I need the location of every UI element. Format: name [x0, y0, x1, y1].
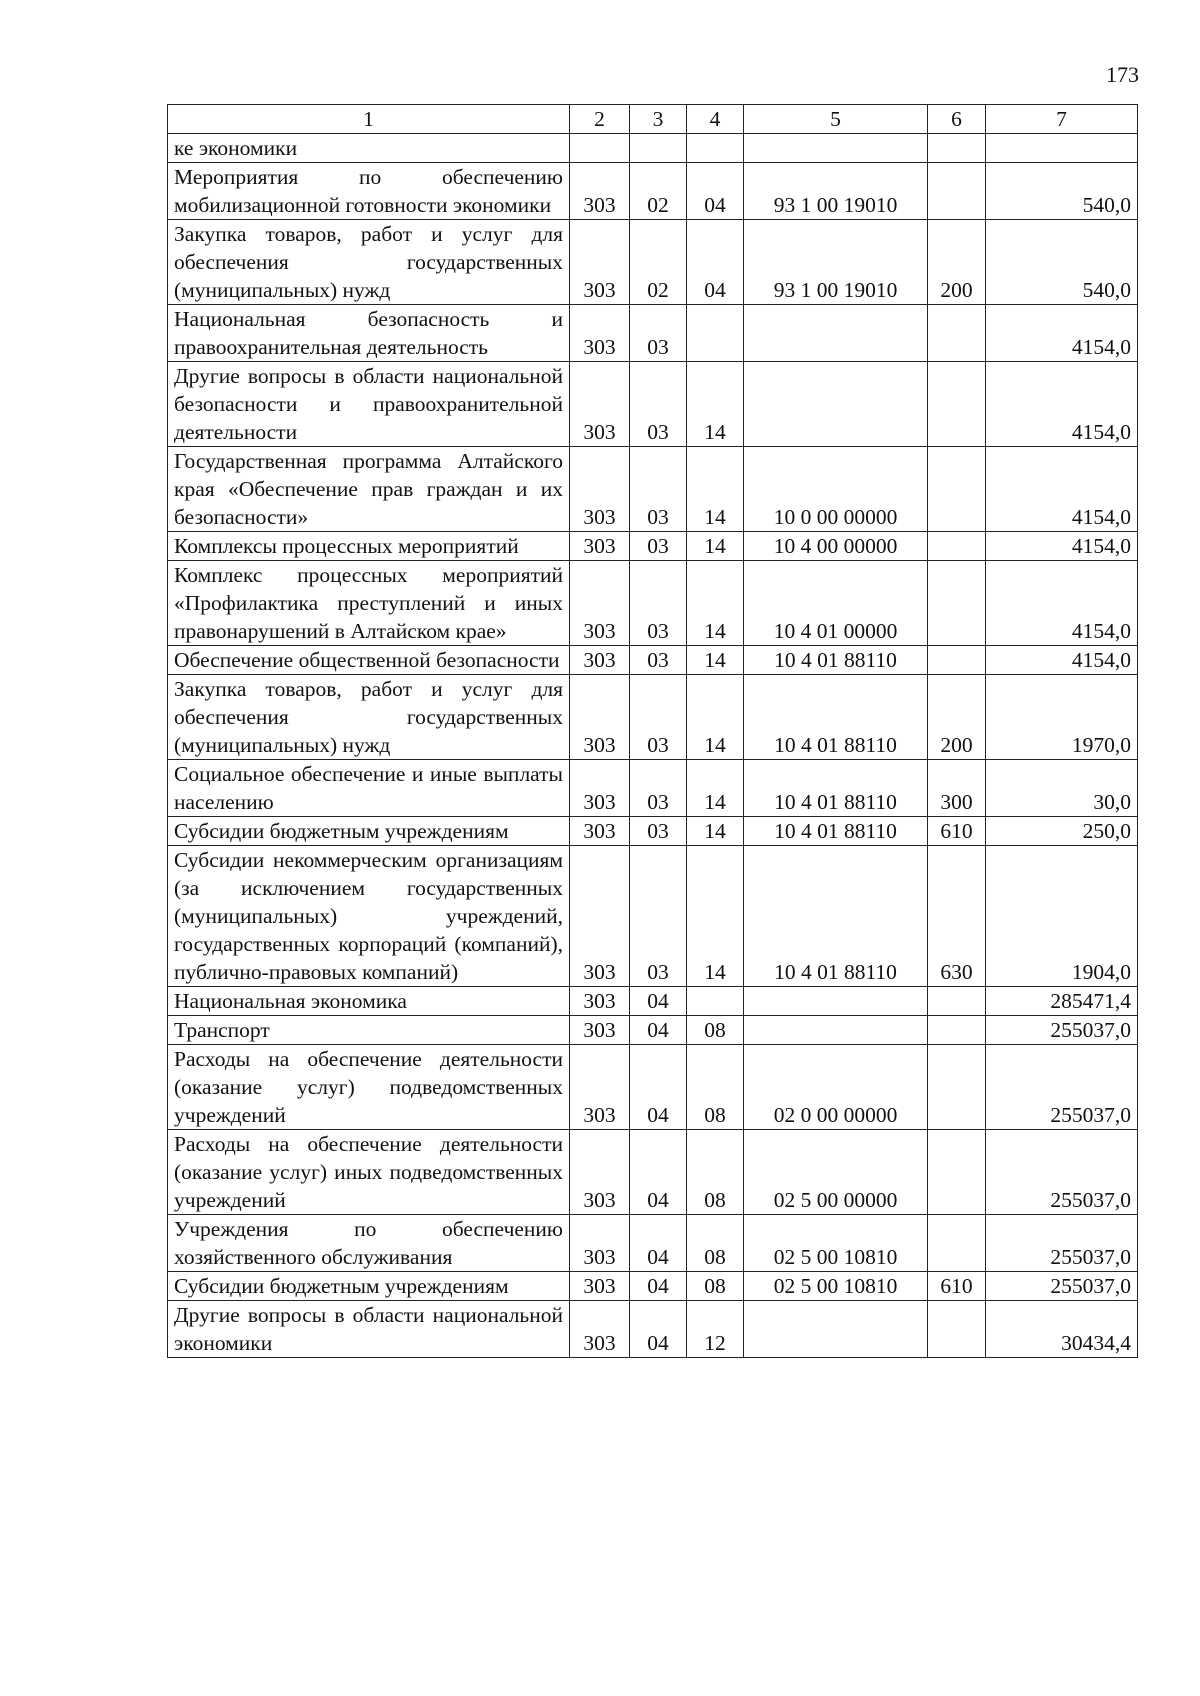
cell-col5: 02 5 00 10810 [744, 1215, 928, 1272]
row-name-cell: Субсидии некоммерческим организациям (за исключением государственных (муниципальных) учреждений, государственных корпораций (компаний), публично-правовых компаний) [168, 846, 570, 987]
row-name-cell: Мероприятия по обеспечению мобилизационной готовности экономики [168, 163, 570, 220]
row-name-cell: Субсидии бюджетным учреждениям [168, 817, 570, 846]
cell-col6 [928, 163, 986, 220]
cell-col4: 04 [687, 220, 744, 305]
cell-col5 [744, 305, 928, 362]
cell-col3: 02 [630, 220, 687, 305]
cell-col5 [744, 1016, 928, 1045]
cell-col4 [687, 987, 744, 1016]
row-name-cell: Другие вопросы в области национальной безопасности и правоохранительной деятельности [168, 362, 570, 447]
cell-col5 [744, 134, 928, 163]
page-number: 173 [1106, 62, 1139, 87]
cell-col5: 10 4 01 88110 [744, 760, 928, 817]
cell-col4: 14 [687, 447, 744, 532]
cell-col2: 303 [570, 561, 630, 646]
cell-col4: 14 [687, 561, 744, 646]
cell-col2: 303 [570, 846, 630, 987]
cell-col5: 93 1 00 19010 [744, 220, 928, 305]
cell-col6 [928, 447, 986, 532]
amount-cell: 285471,4 [986, 987, 1138, 1016]
cell-col5: 93 1 00 19010 [744, 163, 928, 220]
cell-col5: 02 5 00 10810 [744, 1272, 928, 1301]
cell-col6 [928, 1215, 986, 1272]
cell-col2: 303 [570, 532, 630, 561]
table-row [168, 846, 1138, 987]
column-header: 3 [630, 105, 687, 134]
cell-col3: 04 [630, 1130, 687, 1215]
cell-col2: 303 [570, 1045, 630, 1130]
cell-col2: 303 [570, 1272, 630, 1301]
amount-cell: 30,0 [986, 760, 1138, 817]
table-row [168, 305, 1138, 362]
amount-cell: 540,0 [986, 220, 1138, 305]
cell-col6 [928, 646, 986, 675]
amount-cell: 255037,0 [986, 1045, 1138, 1130]
table-row [168, 675, 1138, 760]
cell-col5: 02 0 00 00000 [744, 1045, 928, 1130]
table-row [168, 646, 1138, 675]
cell-col3: 03 [630, 447, 687, 532]
cell-col4: 08 [687, 1272, 744, 1301]
cell-col4: 12 [687, 1301, 744, 1358]
table-row [168, 163, 1138, 220]
amount-cell: 255037,0 [986, 1215, 1138, 1272]
cell-col3: 04 [630, 987, 687, 1016]
amount-cell: 250,0 [986, 817, 1138, 846]
cell-col4: 14 [687, 646, 744, 675]
cell-col6: 630 [928, 846, 986, 987]
cell-col4: 08 [687, 1215, 744, 1272]
cell-col4: 14 [687, 817, 744, 846]
column-header: 7 [986, 105, 1138, 134]
cell-col6 [928, 1130, 986, 1215]
cell-col5 [744, 362, 928, 447]
cell-col3: 03 [630, 646, 687, 675]
cell-col5: 02 5 00 00000 [744, 1130, 928, 1215]
cell-col3: 04 [630, 1272, 687, 1301]
cell-col4: 08 [687, 1045, 744, 1130]
cell-col3: 03 [630, 305, 687, 362]
row-name-cell: Государственная программа Алтайского края «Обеспечение прав граждан и их безопасности» [168, 447, 570, 532]
cell-col6 [928, 1016, 986, 1045]
cell-col5: 10 4 01 88110 [744, 675, 928, 760]
row-name-cell: ке экономики [168, 134, 570, 163]
amount-cell: 255037,0 [986, 1130, 1138, 1215]
amount-cell [986, 134, 1138, 163]
cell-col2 [570, 134, 630, 163]
cell-col2: 303 [570, 447, 630, 532]
row-name-cell: Закупка товаров, работ и услуг для обеспечения государственных (муниципальных) нужд [168, 220, 570, 305]
table-row [168, 134, 1138, 163]
row-name-cell: Расходы на обеспечение деятельности (оказание услуг) иных подведомственных учреждений [168, 1130, 570, 1215]
cell-col2: 303 [570, 163, 630, 220]
amount-cell: 4154,0 [986, 532, 1138, 561]
cell-col4: 14 [687, 675, 744, 760]
cell-col5: 10 4 01 88110 [744, 646, 928, 675]
cell-col6 [928, 134, 986, 163]
table-row [168, 1272, 1138, 1301]
column-header: 2 [570, 105, 630, 134]
cell-col6: 200 [928, 220, 986, 305]
cell-col2: 303 [570, 987, 630, 1016]
amount-cell: 255037,0 [986, 1272, 1138, 1301]
cell-col2: 303 [570, 362, 630, 447]
cell-col4: 14 [687, 532, 744, 561]
cell-col2: 303 [570, 1130, 630, 1215]
cell-col4: 14 [687, 846, 744, 987]
cell-col4: 08 [687, 1130, 744, 1215]
table-row [168, 1215, 1138, 1272]
row-name-cell: Расходы на обеспечение деятельности (оказание услуг) подведомственных учреждений [168, 1045, 570, 1130]
cell-col5: 10 4 01 88110 [744, 817, 928, 846]
cell-col2: 303 [570, 220, 630, 305]
amount-cell: 1904,0 [986, 846, 1138, 987]
column-header: 6 [928, 105, 986, 134]
cell-col3: 03 [630, 561, 687, 646]
cell-col6: 610 [928, 817, 986, 846]
cell-col6 [928, 1301, 986, 1358]
amount-cell: 4154,0 [986, 447, 1138, 532]
cell-col6 [928, 987, 986, 1016]
amount-cell: 255037,0 [986, 1016, 1138, 1045]
cell-col6 [928, 532, 986, 561]
table-row [168, 1016, 1138, 1045]
table-row [168, 220, 1138, 305]
cell-col2: 303 [570, 1215, 630, 1272]
cell-col2: 303 [570, 760, 630, 817]
cell-col3: 04 [630, 1301, 687, 1358]
amount-cell: 540,0 [986, 163, 1138, 220]
cell-col6 [928, 305, 986, 362]
row-name-cell: Национальная экономика [168, 987, 570, 1016]
table-row [168, 760, 1138, 817]
amount-cell: 30434,4 [986, 1301, 1138, 1358]
cell-col2: 303 [570, 305, 630, 362]
cell-col2: 303 [570, 646, 630, 675]
row-name-cell: Национальная безопасность и правоохранительная деятельность [168, 305, 570, 362]
cell-col2: 303 [570, 1301, 630, 1358]
cell-col2: 303 [570, 817, 630, 846]
cell-col3: 03 [630, 532, 687, 561]
cell-col3: 03 [630, 817, 687, 846]
budget-table [167, 104, 1138, 1358]
table-row [168, 561, 1138, 646]
row-name-cell: Субсидии бюджетным учреждениям [168, 1272, 570, 1301]
cell-col4: 04 [687, 163, 744, 220]
cell-col4: 08 [687, 1016, 744, 1045]
amount-cell: 4154,0 [986, 561, 1138, 646]
column-header: 5 [744, 105, 928, 134]
cell-col3: 02 [630, 163, 687, 220]
cell-col6: 610 [928, 1272, 986, 1301]
cell-col3: 03 [630, 846, 687, 987]
cell-col5 [744, 1301, 928, 1358]
cell-col3: 03 [630, 675, 687, 760]
table-row [168, 1301, 1138, 1358]
table-row [168, 362, 1138, 447]
table-row [168, 447, 1138, 532]
amount-cell: 4154,0 [986, 646, 1138, 675]
table-row [168, 817, 1138, 846]
amount-cell: 1970,0 [986, 675, 1138, 760]
cell-col3 [630, 134, 687, 163]
cell-col5: 10 0 00 00000 [744, 447, 928, 532]
table-row [168, 1130, 1138, 1215]
cell-col3: 04 [630, 1045, 687, 1130]
cell-col3: 03 [630, 760, 687, 817]
cell-col6 [928, 561, 986, 646]
cell-col3: 04 [630, 1016, 687, 1045]
cell-col2: 303 [570, 1016, 630, 1045]
cell-col5: 10 4 01 00000 [744, 561, 928, 646]
cell-col4 [687, 134, 744, 163]
row-name-cell: Другие вопросы в области национальной экономики [168, 1301, 570, 1358]
cell-col5: 10 4 01 88110 [744, 846, 928, 987]
amount-cell: 4154,0 [986, 305, 1138, 362]
table-row [168, 987, 1138, 1016]
cell-col6: 200 [928, 675, 986, 760]
cell-col3: 03 [630, 362, 687, 447]
column-header: 4 [687, 105, 744, 134]
table-row [168, 1045, 1138, 1130]
row-name-cell: Закупка товаров, работ и услуг для обеспечения государственных (муниципальных) нужд [168, 675, 570, 760]
column-header: 1 [168, 105, 570, 134]
row-name-cell: Социальное обеспечение и иные выплаты населению [168, 760, 570, 817]
row-name-cell: Обеспечение общественной безопасности [168, 646, 570, 675]
cell-col6 [928, 1045, 986, 1130]
cell-col3: 04 [630, 1215, 687, 1272]
cell-col5 [744, 987, 928, 1016]
row-name-cell: Комплекс процессных мероприятий «Профилактика преступлений и иных правонарушений в Алтайском крае» [168, 561, 570, 646]
row-name-cell: Комплексы процессных мероприятий [168, 532, 570, 561]
cell-col4: 14 [687, 362, 744, 447]
cell-col2: 303 [570, 675, 630, 760]
row-name-cell: Транспорт [168, 1016, 570, 1045]
table-row [168, 532, 1138, 561]
cell-col4 [687, 305, 744, 362]
header-row [168, 105, 1138, 134]
cell-col6 [928, 362, 986, 447]
row-name-cell: Учреждения по обеспечению хозяйственного обслуживания [168, 1215, 570, 1272]
cell-col4: 14 [687, 760, 744, 817]
cell-col5: 10 4 00 00000 [744, 532, 928, 561]
amount-cell: 4154,0 [986, 362, 1138, 447]
cell-col6: 300 [928, 760, 986, 817]
